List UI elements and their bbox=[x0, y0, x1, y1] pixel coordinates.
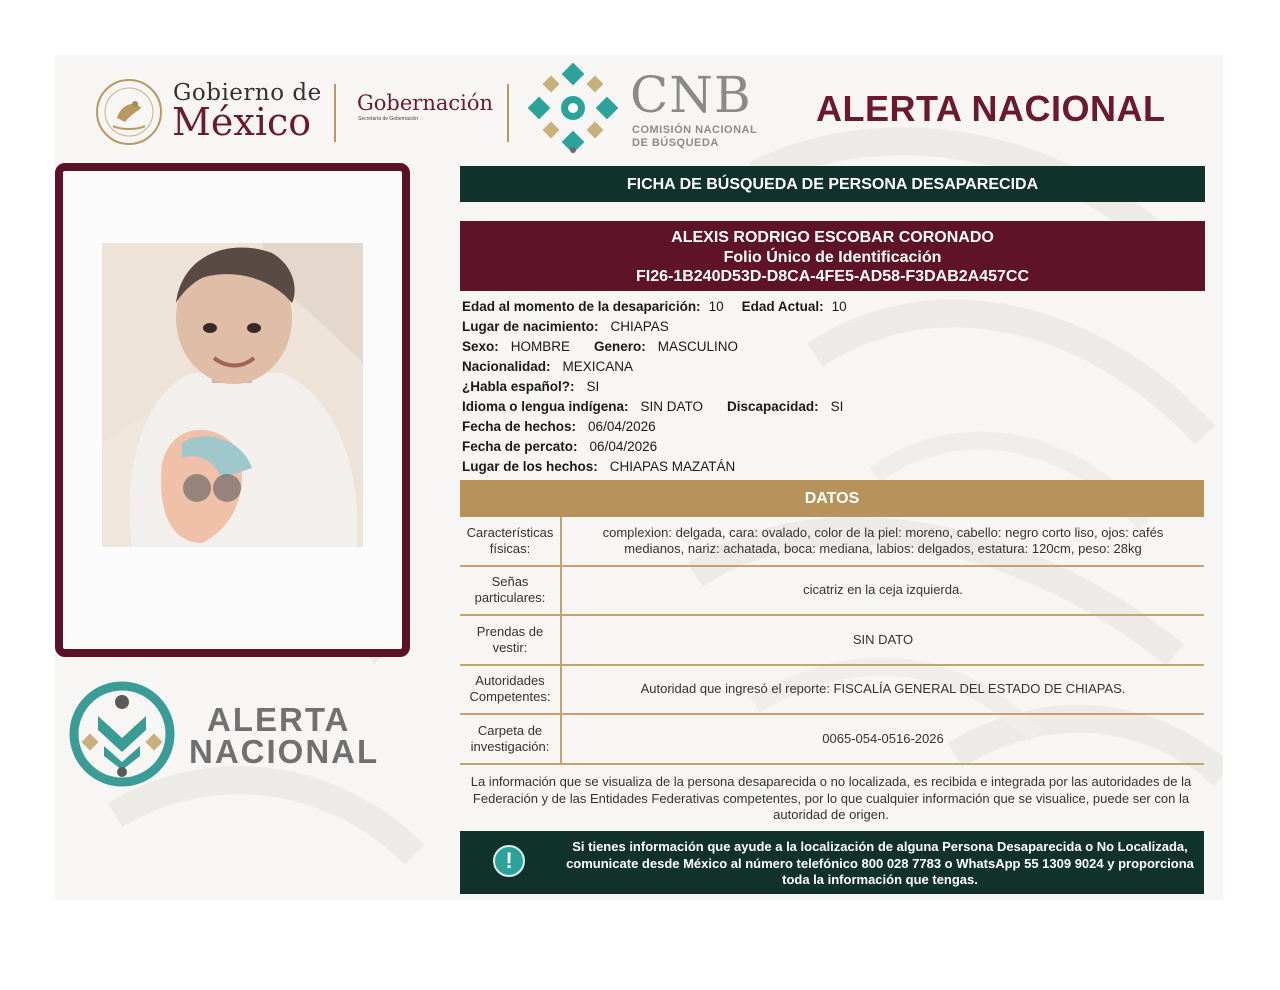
datos-table bbox=[460, 517, 1204, 765]
row-value: cicatriz en la ceja izquierda. bbox=[803, 582, 963, 598]
gobierno-line2: México bbox=[172, 100, 312, 144]
cnb-logo-text: CNB bbox=[630, 66, 752, 124]
row-label-line1: Características bbox=[466, 524, 554, 540]
edad-desaparicion-value: 10 bbox=[708, 299, 724, 314]
person-photo bbox=[102, 243, 363, 547]
fecha-hechos-label: Fecha de hechos: bbox=[462, 419, 577, 434]
row-label bbox=[460, 517, 562, 565]
edad-desaparicion-label: Edad al momento de la desaparición: bbox=[462, 299, 701, 314]
habla-value: SI bbox=[586, 379, 600, 394]
lugar-hechos-label: Lugar de los hechos: bbox=[462, 459, 598, 474]
info-row-nacionalidad bbox=[462, 358, 1202, 378]
fecha-percato-label: Fecha de percato: bbox=[462, 439, 578, 454]
person-photo-illustration bbox=[102, 243, 363, 547]
person-name: ALEXIS RODRIGO ESCOBAR CORONADO bbox=[671, 229, 994, 246]
row-label-line2: vestir: bbox=[492, 639, 528, 655]
info-row-fecha-percato bbox=[462, 438, 1202, 458]
table-row bbox=[460, 616, 1204, 666]
table-row bbox=[460, 567, 1204, 617]
alerta-nacional-title: ALERTA NACIONAL bbox=[816, 88, 1166, 129]
escudo-nacional-icon bbox=[95, 78, 163, 146]
table-row bbox=[460, 666, 1204, 716]
sexo-value: HOMBRE bbox=[510, 339, 571, 354]
cnb-subtitle bbox=[632, 124, 757, 150]
idioma-value: SIN DATO bbox=[640, 399, 704, 414]
row-value: complexion: delgada, cara: ovalado, color de la piel: moreno, cabello: negro corto liso, ojos: cafés medianos, nariz: achatada, boca: mediana, labios: delgados, estatura: 120cm, peso: 28kg bbox=[602, 524, 1164, 556]
cnb-subtitle-line2: DE BÚSQUEDA bbox=[632, 137, 719, 149]
cnb-subtitle-line1: COMISIÓN NACIONAL bbox=[632, 124, 758, 136]
person-name-bar bbox=[460, 221, 1205, 291]
disclaimer-text: La información que se visualiza de la persona desaparecida o no localizada, es recibida e integrada por las autoridades de la Federación y de las Entidades Federativas competentes, por lo que cualquier información que se visualice, puede ser con la autoridad de origen. bbox=[470, 774, 1192, 822]
person-info bbox=[462, 298, 1202, 478]
alerta-logo-line2: NACIONAL bbox=[189, 733, 380, 770]
row-label-line2: particulares: bbox=[474, 590, 546, 606]
row-label-line2: Competentes: bbox=[469, 689, 551, 705]
row-label bbox=[460, 616, 562, 664]
alerta-nacional-logo-icon bbox=[68, 680, 176, 788]
alerta-logo-line1: ALERTA bbox=[207, 701, 351, 738]
idioma-label: Idioma o lengua indígena: bbox=[462, 399, 629, 414]
genero-label: Genero: bbox=[594, 339, 646, 354]
alerta-nacional-logo-text bbox=[189, 701, 380, 770]
nacionalidad-label: Nacionalidad: bbox=[462, 359, 551, 374]
fecha-percato-value: 06/04/2026 bbox=[589, 439, 658, 454]
folio-value: FI26-1B240D53D-D8CA-4FE5-AD58-F3DAB2A457CC bbox=[635, 268, 1029, 285]
header-divider bbox=[334, 84, 336, 142]
info-row-edad bbox=[462, 298, 1202, 318]
nacionalidad-value: MEXICANA bbox=[562, 359, 634, 374]
header-divider bbox=[507, 84, 509, 142]
lugar-hechos-value: CHIAPAS MAZATÁN bbox=[609, 459, 736, 474]
info-row-lugar-hechos bbox=[462, 458, 1202, 478]
row-value: SIN DATO bbox=[852, 631, 914, 647]
contact-text: Si tienes información que ayude a la localización de alguna Persona Desaparecida o No Localizada, comunicate desde México al número telefónico 800 028 7783 o WhatsApp 55 1309 9024 y proporciona toda la información que tengas. bbox=[566, 839, 1194, 887]
fecha-hechos-value: 06/04/2026 bbox=[588, 419, 656, 434]
discapacidad-value: SI bbox=[830, 399, 844, 414]
datos-title-bar: DATOS bbox=[460, 480, 1204, 517]
row-value: 0065-054-0516-2026 bbox=[822, 730, 944, 746]
row-label-line1: Prendas de bbox=[476, 623, 544, 639]
row-label bbox=[460, 666, 562, 714]
ficha-title-bar: FICHA DE BÚSQUEDA DE PERSONA DESAPARECIDA bbox=[460, 166, 1205, 202]
discapacidad-label: Discapacidad: bbox=[727, 399, 819, 414]
gobernacion-logo-text: Gobernación bbox=[357, 91, 494, 115]
lugar-nacimiento-label: Lugar de nacimiento: bbox=[462, 319, 599, 334]
info-row-sexo bbox=[462, 338, 1202, 358]
info-row-nacimiento bbox=[462, 318, 1202, 338]
row-label-line2: investigación: bbox=[470, 738, 550, 754]
exclamation-icon: ! bbox=[493, 845, 525, 877]
row-label bbox=[460, 567, 562, 615]
cnb-logo-icon bbox=[527, 62, 619, 154]
row-value: Autoridad que ingresó el reporte: FISCALÍA GENERAL DEL ESTADO DE CHIAPAS. bbox=[640, 681, 1126, 697]
sexo-label: Sexo: bbox=[462, 339, 499, 354]
table-row bbox=[460, 715, 1204, 765]
row-label-line2: físicas: bbox=[489, 540, 531, 556]
info-row-habla bbox=[462, 378, 1202, 398]
row-label-line1: Carpeta de bbox=[477, 722, 543, 738]
folio-label: Folio Único de Identificación bbox=[723, 248, 942, 266]
gobernacion-subtitle: Secretaría de Gobernación bbox=[358, 116, 419, 122]
row-label-line1: Señas bbox=[491, 574, 529, 590]
habla-label: ¿Habla español?: bbox=[462, 379, 575, 394]
lugar-nacimiento-value: CHIAPAS bbox=[610, 319, 669, 334]
header bbox=[0, 0, 1280, 160]
info-row-fecha-hechos bbox=[462, 418, 1202, 438]
contact-bar bbox=[460, 831, 1204, 894]
table-row bbox=[460, 517, 1204, 567]
gobierno-line1: Gobierno de bbox=[173, 80, 322, 106]
edad-actual-label: Edad Actual: bbox=[741, 299, 824, 314]
info-row-idioma bbox=[462, 398, 1202, 418]
edad-actual-value: 10 bbox=[831, 299, 847, 314]
row-label-line1: Autoridades bbox=[475, 673, 545, 689]
genero-value: MASCULINO bbox=[657, 339, 739, 354]
row-label bbox=[460, 715, 562, 763]
